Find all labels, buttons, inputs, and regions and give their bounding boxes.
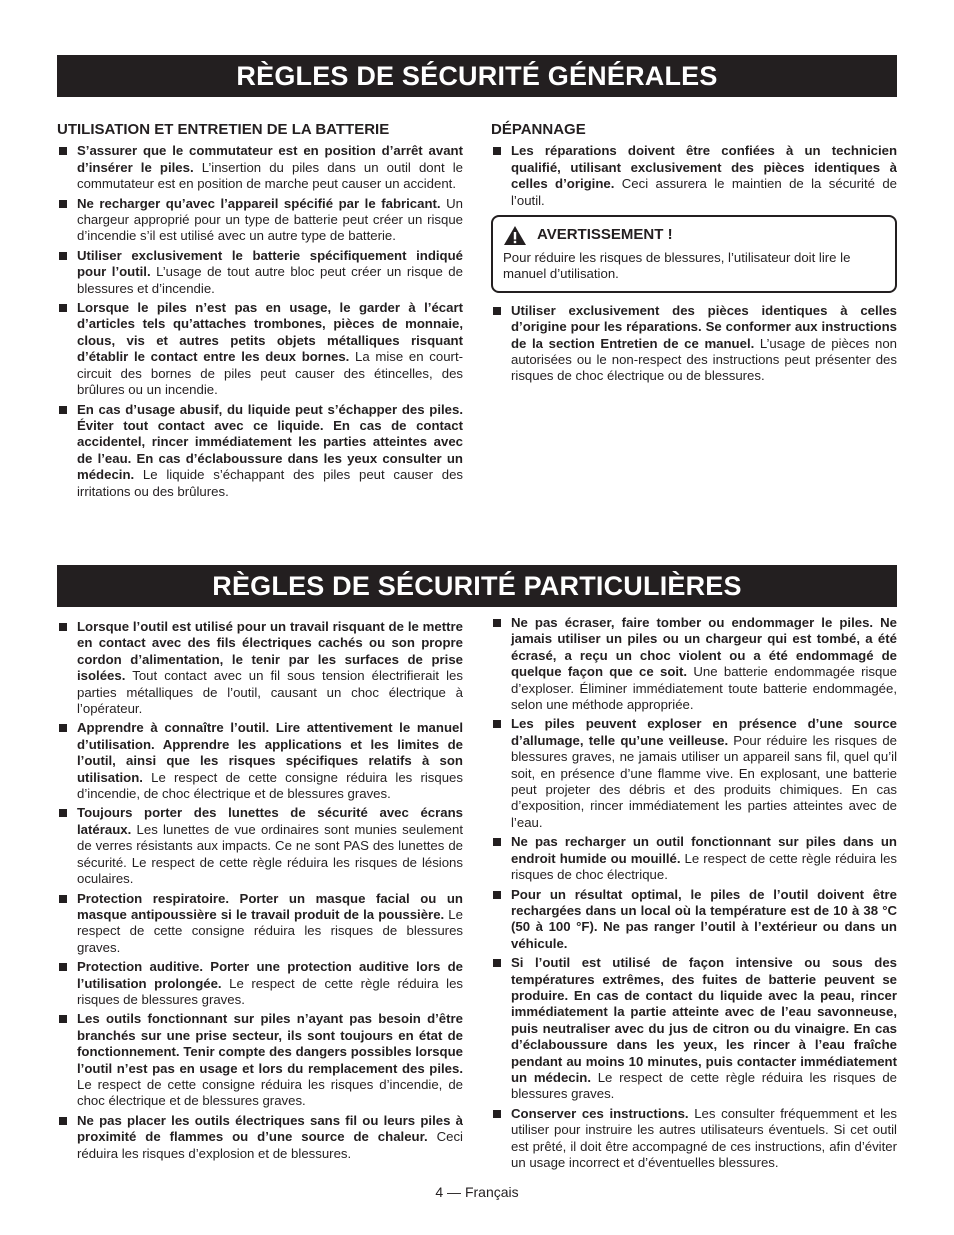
list-item: [491, 1106, 897, 1172]
list-item: [491, 303, 897, 385]
list-item-bold-text: Si l’outil est utilisé de façon intensive ou sous des températures extrêmes, des fuites de batterie peuvent se produire. En cas de contact du liquide avec la peau, rincer immédiatement la partie atteinte avec de l’eau savonneuse, puis neutraliser avec du jus de citron ou du vinaigre. En cas d’éclaboussure dans les yeux, les rincer à l’eau fraîche pendant au moins 10 minutes, puis contacter immédiatement un médecin.: [511, 955, 897, 1085]
specific-right-section: [491, 615, 897, 1174]
specific-right-list: [491, 615, 897, 1171]
list-item-bold-text: Lorsque l’outil est utilisé pour un travail risquant de le mettre en contact avec des fils électriques cachés ou son propre cordon d’alimentation, le tenir par les surfaces de prise isolées.: [77, 619, 463, 684]
list-item-bold-text: S’assurer que le commutateur est en position d’arrêt avant d’insérer le piles.: [77, 143, 463, 175]
list-item-text: Ceci réduira les risques d’explosion et de blessures.: [77, 1129, 463, 1161]
list-item: [57, 143, 463, 192]
warning-text: Pour réduire les risques de blessures, l’utilisateur doit lire le manuel d’utilisation.: [503, 250, 851, 282]
warning-header: [503, 225, 885, 246]
page-footer: 4 — Français: [435, 1184, 519, 1200]
list-item: [57, 891, 463, 957]
list-item-text: Le respect de cette règle réduira les risques de blessures graves.: [511, 1069, 897, 1102]
list-item-text: Le respect de cette consigne réduira les risques d’incendie, de choc électrique et de blessures graves.: [77, 1076, 463, 1109]
service-list-before: [491, 143, 897, 209]
list-item: [57, 1011, 463, 1109]
warning-box: [491, 215, 897, 293]
list-item-text: L’usage de tout autre bloc peut créer un risque de blessures et d’incendie.: [77, 264, 463, 296]
list-item: [57, 805, 463, 887]
battery-heading: UTILISATION ET ENTRETIEN DE LA BATTERIE: [57, 121, 390, 138]
list-item-text: Pour réduire les risques de blessures graves, ne jamais utiliser un appareil sans fil, quel qu’il soit, en présence d’une flamme vive. En explosant, une batterie peut projeter des débris et des produits chimiques. En cas d’exposition, rincer immédiatement les parties atteintes avec de l’eau.: [511, 732, 897, 830]
list-item-bold-text: Les piles peuvent exploser en présence d’une source d’allumage, telle qu’une veilleuse.: [511, 716, 897, 748]
warning-triangle-icon: [503, 225, 527, 246]
list-item-bold-text: Protection respiratoire. Porter un masque facial ou un masque antipoussière si le travail produit de la poussière.: [77, 890, 463, 922]
list-item-bold-text: Toujours porter des lunettes de sécurité avec écrans latéraux.: [77, 805, 463, 837]
list-item-bold-text: Protection auditive. Porter une protection auditive lors de l’utilisation prolongée.: [77, 959, 463, 991]
warning-title: AVERTISSEMENT !: [537, 226, 673, 244]
list-item-bold-text: Ne pas placer les outils électriques sans fil ou leurs piles à proximité de flammes ou d’une source de chaleur.: [77, 1112, 463, 1145]
list-item: [57, 1113, 463, 1162]
list-item-text: Ceci assurera le maintien de la sécurité de l’outil.: [511, 176, 897, 208]
specific-left-section: [57, 619, 463, 1165]
list-item-bold-text: Ne pas écraser, faire tomber ou endommager le piles. Ne jamais utiliser un piles ou un chargeur qui est tombé, a été écrasé, a reçu un choc violent ou a été endommagé de quelque façon que ce soit.: [511, 615, 897, 680]
list-item-bold-text: Utiliser exclusivement le batterie spécifiquement indiqué pour l’outil.: [77, 247, 463, 280]
list-item-text: Le respect de cette règle réduira les risques de choc électrique.: [511, 850, 897, 883]
list-item-bold-text: Utiliser exclusivement des pièces identiques à celles d’origine pour les réparations. Se conformer aux instructions de la section Entretien de ce manuel.: [511, 302, 897, 351]
general-safety-banner: RÈGLES DE SÉCURITÉ GÉNÉRALES: [57, 55, 897, 97]
list-item: [491, 615, 897, 713]
list-item-bold-text: En cas d’usage abusif, du liquide peut s’échapper des piles. Éviter tout contact avec ce liquide. En cas de contact accidentel, rincer immédiatement les parties atteintes avec de l’eau. En cas d’éclaboussure dans les yeux consulter un médecin.: [77, 401, 463, 483]
list-item-text: Les lunettes de vue ordinaires sont munies seulement de verres résistants aux impacts. Ce ne sont PAS des lunettes de sécurité. Le respect de cette règle réduira les risques de lésions oculaires.: [77, 821, 463, 887]
list-item: [57, 402, 463, 500]
list-item-text: Le liquide s’échappant des piles peut causer des irritations ou des brûlures.: [77, 467, 463, 499]
list-item: [57, 720, 463, 802]
list-item: [57, 248, 463, 297]
list-item-text: L’insertion du piles dans un outil dont le commutateur est en position de marche peut causer un accident.: [77, 159, 463, 192]
list-item-text: Une batterie endommagée risque d’exploser. Éliminer immédiatement toute batterie endommagée, selon une méthode appropriée.: [511, 664, 897, 713]
list-item: [491, 834, 897, 883]
list-item-text: Tout contact avec un fil sous tension électrifierait les parties métalliques de l’outil, causant un choc électrique à l’opérateur.: [77, 668, 463, 717]
list-item-text: L’usage de pièces non autorisées ou le non-respect des instructions peut présenter des risques de choc électrique ou de blessures.: [511, 335, 897, 384]
battery-list: [57, 143, 463, 500]
list-item-text: Le respect de cette consigne réduira les risques de blessures graves.: [77, 906, 463, 955]
list-item-bold-text: Ne recharger qu’avec l’appareil spécifié par le fabricant.: [77, 195, 441, 211]
list-item-bold-text: Apprendre à connaître l’outil. Lire attentivement le manuel d’utilisation. Apprendre les applications et les limites de l’outil, ainsi que les risques spécifiques relatifs à son utilisation.: [77, 720, 463, 785]
list-item: [491, 887, 897, 953]
list-item-bold-text: Lorsque le piles n’est pas en usage, le garder à l’écart d’articles tels qu’attaches trombones, pièces de monnaie, clous, vis et autres petits objets métalliques risquant d’établir le contact entre les deux bornes.: [77, 300, 463, 365]
list-item-bold-text: Pour un résultat optimal, le piles de l’outil doivent être rechargées dans un local où la température est de 10 à 38 °C (50 à 100 °F). Ne pas ranger l’outil à l’extérieur ou dans un véhicule.: [511, 886, 897, 951]
list-item: [57, 300, 463, 398]
specific-left-list: [57, 619, 463, 1162]
list-item-bold-text: Conserver ces instructions.: [511, 1105, 689, 1121]
list-item: [491, 143, 897, 209]
list-item-text: Le respect de cette consigne réduira les risques d’incendie, de choc électrique et de blessures graves.: [77, 769, 463, 802]
battery-section: [57, 122, 463, 503]
list-item-bold-text: Ne pas recharger un outil fonctionnant sur piles dans un endroit humide ou mouillé.: [511, 834, 897, 866]
list-item-text: La mise en court-circuit des bornes de piles peut causer des étincelles, des brûlures ou un incendie.: [77, 349, 464, 398]
list-item: [491, 716, 897, 831]
list-item-text: Les consulter fréquemment et les utiliser pour instruire les autres utilisateurs éventuels. Si cet outil est prêté, il doit être accompagné de ces instructions, afin d’éviter un usage incorrect et d’éventuelles blessures.: [511, 1105, 897, 1170]
list-item-text: Un chargeur approprié pour un type de batterie peut créer un risque d’incendie s’il est utilisé avec un autre type de batterie.: [77, 195, 463, 244]
list-item-bold-text: Les réparations doivent être confiées à un technicien qualifié, utilisant exclusivement des pièces identiques à celles d’origine.: [511, 143, 897, 192]
list-item: [491, 955, 897, 1103]
service-heading: DÉPANNAGE: [491, 121, 586, 138]
list-item-bold-text: Les outils fonctionnant sur piles n’ayant pas besoin d’être branchés sur une prise secteur, ils sont toujours en état de fonctionnement. Tenir compte des dangers possibles lorsque l’outil n’est pas en usage et lors du remplacement des piles.: [77, 1011, 463, 1076]
list-item: [57, 959, 463, 1008]
specific-safety-banner: RÈGLES DE SÉCURITÉ PARTICULIÈRES: [57, 565, 897, 607]
list-item: [57, 619, 463, 717]
list-item-text: Le respect de cette règle réduira les risques de blessures graves.: [77, 975, 464, 1007]
service-section: [491, 122, 897, 388]
service-list-after: [491, 303, 897, 385]
list-item: [57, 196, 463, 245]
